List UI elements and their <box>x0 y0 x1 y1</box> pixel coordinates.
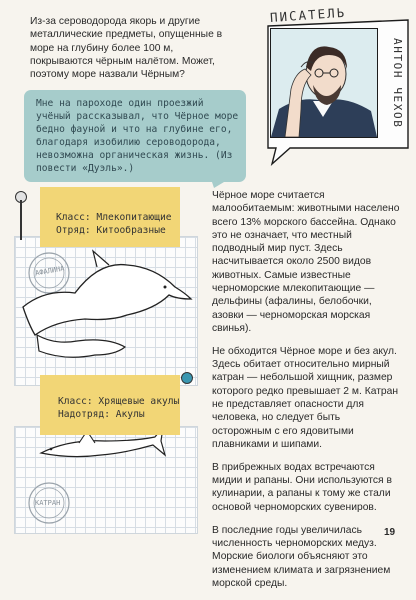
writer-label: ПИСАТЕЛЬ <box>269 4 347 25</box>
intro-paragraph: Из-за сероводорода якорь и другие металлические предметы, опущенные в море на глубину более 100 м, покрываются чёрным налётом. Может, поэтому море назвали Чёрным? <box>30 16 223 81</box>
dolphin-order: Отряд: Китообразные <box>56 225 166 236</box>
paragraph: Не обходится Чёрное море и без акул. Здесь обитает относительно мирный катран — небольшой хищник, размер которого редко превышает 2 м. Катран не представляет опасности для человека, но следует быть осторожным с его ядовитыми плавниками и шипами. <box>212 345 399 450</box>
writer-portrait-drawing <box>271 29 377 137</box>
writer-portrait <box>270 28 378 138</box>
paragraph: Чёрное море считается малообитаемым: животными населено всего 13% морского бассейна. Однако это не означает, что местный подводный мир пуст. Здесь насчитывается около 2500 видов животных. Самые известные черноморские млекопитающие — дельфины (афалины, белобочки, азовки — черноморская морская свинья). <box>212 190 400 334</box>
writer-name: АНТОН ЧЕХОВ <box>391 38 404 129</box>
main-text <box>212 189 402 600</box>
dolphin-class: Класс: Млекопитающие <box>56 212 172 223</box>
shark-stamp-text: КАТРАН <box>35 499 61 507</box>
page-number: 19 <box>384 527 396 538</box>
shark-class: Класс: Хрящевые акулы <box>58 396 180 407</box>
dolphin-grid-card <box>14 236 198 386</box>
shark-pin <box>181 372 193 384</box>
shark-grid-card <box>14 426 198 534</box>
dolphin-illustration <box>15 237 197 385</box>
paragraph: В прибрежных водах встречаются мидии и рапаны. Они используются в кулинарии, а рапаны к тому же стали основой черноморских сувениров. <box>212 461 392 513</box>
dolphin-stamp-text: АФАЛИНА <box>34 264 65 278</box>
dolphin-pin-string <box>20 200 22 240</box>
shark-order: Надотряд: Акулы <box>58 409 145 420</box>
quote-box-tail <box>210 176 236 190</box>
shark-illustration <box>15 427 197 533</box>
paragraph: В последние годы увеличилась численность черноморских медуз. Морские биологи объясняют это изменением климата и загрязнением морской среды. <box>212 524 391 589</box>
chekhov-quote: Мне на пароходе один проезжий учёный рассказывал, что Чёрное море бедно фауной и что на глубине его, благодаря изобилию сероводорода, невозможна органическая жизнь. (Из повести «Дуэль».) <box>36 98 239 174</box>
